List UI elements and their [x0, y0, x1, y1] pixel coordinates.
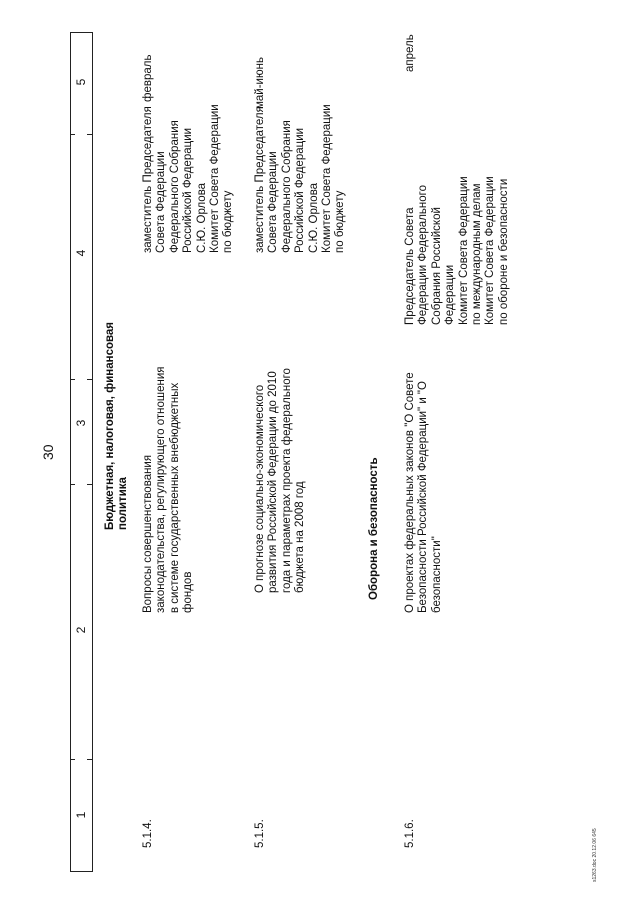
- row-title: Вопросы совершенствования законодательства, регулирующего отношения в системе государственных внебюджетных фондов: [142, 366, 195, 613]
- header-col-2: 2: [74, 626, 88, 634]
- row-number: 5.1.5.: [254, 819, 266, 848]
- row-responsible: заместитель Председателя Совета Федерации Федерального Собрания Российской Федерации С.Ю. Орлова Комитет Совета Федерации по бюджету: [142, 104, 235, 253]
- section-heading-budget: Бюджетная, налоговая, финансовая политика: [104, 321, 130, 530]
- column-divider-tick: [70, 134, 75, 135]
- header-col-5: 5: [74, 78, 88, 86]
- header-top-border: [70, 32, 71, 872]
- row-title: О проектах федеральных законов "О Совете Безопасности Российской Федерации" и "О безопасности": [404, 372, 443, 613]
- row-responsible: заместитель Председателя Совета Федерации Федерального Собрания Российской Федерации С.Ю. Орлова Комитет Совета Федерации по бюджету: [254, 104, 347, 253]
- footer-doc-code: s1263.doc 20.12.06 645: [592, 828, 598, 882]
- row-term: февраль: [142, 54, 154, 102]
- header-col-4: 4: [74, 249, 88, 257]
- row-term: май-июнь: [254, 57, 266, 109]
- column-divider-tick: [87, 379, 92, 380]
- column-divider-tick: [70, 759, 75, 760]
- section-heading-defense: Оборона и безопасность: [368, 457, 380, 600]
- row-title: О прогнозе социально-экономического развития Российской Федерации до 2010 года и параметрах проекта федерального бюджета на 2008 год: [254, 368, 307, 593]
- header-bottom-border: [92, 32, 93, 872]
- header-col-1: 1: [74, 811, 88, 819]
- row-term: апрель: [404, 34, 416, 72]
- row-responsible: Председатель Совета Федерации Федерального Собрания Российской Федерации Комитет Совета Федерации по международным делам Комитет Совета Федерации по обороне и безопасности: [404, 176, 510, 325]
- header-col-3: 3: [74, 419, 88, 427]
- page-number: 30: [40, 444, 56, 460]
- column-divider-tick: [87, 759, 92, 760]
- row-number: 5.1.6.: [404, 819, 416, 848]
- header-right-border: [70, 32, 92, 33]
- column-divider-tick: [87, 134, 92, 135]
- header-left-border: [70, 871, 92, 872]
- column-divider-tick: [70, 379, 75, 380]
- column-divider-tick: [70, 484, 75, 485]
- column-divider-tick: [87, 484, 92, 485]
- row-number: 5.1.4.: [142, 819, 154, 848]
